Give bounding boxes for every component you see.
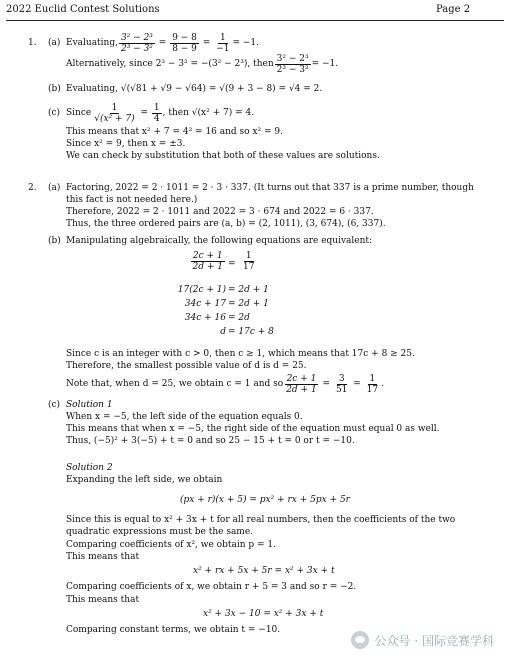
question-1-number: 1. bbox=[28, 38, 37, 48]
q2c-s2-line-3: quadratic expressions must be the same. bbox=[66, 527, 254, 537]
q1c-f-den: √(x² + 7) bbox=[94, 113, 135, 124]
q1c-f-num: 1 bbox=[111, 102, 118, 113]
q2c-s2-line-6: Comparing coefficients of x, we obtain r + 5 = 3 and so r = −2. bbox=[66, 582, 357, 592]
q2a-label: (a) bbox=[48, 183, 61, 193]
q2c-s2-line-1: Expanding the left side, we obtain bbox=[66, 475, 223, 485]
q2a-line-4: Thus, the three ordered pairs are (a, b) = (2, 1011), (3, 674), (6, 337). bbox=[66, 219, 386, 229]
watermark bbox=[351, 631, 494, 649]
q2c-s2-equation-1: (px + r)(x + 5) = px² + rx + 5px + 5r bbox=[180, 495, 350, 505]
q1b-text: Evaluating, √(√81 + √9 − √64) = √(9 + 3 − 8) = √4 = 2. bbox=[66, 84, 323, 94]
q1a-alt-lead: Alternatively, since 2³ − 3² = −(3² − 2³), then bbox=[66, 58, 274, 69]
q2c-s2-equation-3: x² + 3x − 10 = x² + 3x + t bbox=[203, 609, 324, 619]
q2b-l4-fraction-2 bbox=[334, 374, 349, 395]
q2b-eq3-left: 34c + 17 bbox=[184, 299, 226, 309]
q2b-eq1-ld: 2d + 1 bbox=[192, 262, 223, 272]
q1a-f3-den: −1 bbox=[216, 43, 230, 54]
q1a-f3-num: 1 bbox=[219, 32, 226, 43]
q1c-fraction bbox=[92, 103, 136, 124]
q1c-line-4: We can check by substitution that both of these values are solutions. bbox=[66, 151, 380, 161]
q1a-alt-num: 3² − 2³ bbox=[276, 53, 309, 64]
q1a-f1-num: 3² − 2³ bbox=[120, 32, 153, 43]
q2c-s2-equation-2: x² + rx + 5x + 5r = x² + 3x + t bbox=[193, 566, 335, 576]
q2b-l4-f1-den: 2d + 1 bbox=[286, 384, 317, 395]
q2c-s1-line-3: Thus, (−5)² + 3(−5) + t = 0 and so 25 − 15 + t = 0 or t = −10. bbox=[66, 436, 355, 446]
q1a-f2-num: 9 − 8 bbox=[172, 32, 197, 43]
header-rule bbox=[6, 20, 504, 21]
q2c-s2-line-8: Comparing constant terms, we obtain t = −10. bbox=[66, 625, 281, 635]
q1a-alt-fraction bbox=[275, 54, 311, 75]
q2b-eq2-right: = 2d + 1 bbox=[228, 285, 269, 295]
q1a-tail: = −1. bbox=[232, 37, 259, 48]
q1b-label: (b) bbox=[48, 84, 61, 94]
q1a-alt-den: 2³ − 3² bbox=[276, 64, 309, 75]
q2b-eq-1: $\frac{2c + 1}{2d + 1}$ = $\frac{1}{17}$ bbox=[192, 251, 255, 272]
q1c-f2-den: 4 bbox=[153, 113, 160, 124]
q1a-f2-den: 8 − 9 bbox=[172, 43, 197, 54]
q1a-alt-tail: = −1. bbox=[311, 58, 339, 69]
q2b-eq1-right bbox=[241, 251, 256, 272]
q1a-lead: Evaluating, bbox=[66, 37, 118, 48]
q2c-label: (c) bbox=[48, 400, 61, 410]
q2c-s1-line-2: This means that when x = −5, the right side of the equation must equal 0 as well. bbox=[66, 424, 440, 434]
watermark-text: 公众号 · 国际竞赛学科 bbox=[374, 633, 494, 648]
q2b-eq1-left bbox=[191, 251, 225, 272]
header-title: 2022 Euclid Contest Solutions bbox=[6, 4, 160, 15]
q1a-label: (a) bbox=[48, 38, 61, 48]
header-page-number: Page 2 bbox=[436, 4, 471, 15]
q2c-s2-line-7: This means that bbox=[66, 595, 140, 605]
q1c-f2-num: 1 bbox=[153, 102, 160, 113]
q2c-s2-line-5: This means that bbox=[66, 552, 140, 562]
q1c-line-3: Since x² = 9, then x = ±3. bbox=[66, 139, 186, 149]
q2c-s2-line-4: Comparing coefficients of x², we obtain p = 1. bbox=[66, 540, 276, 550]
q2b-eq1-rn: 1 bbox=[245, 251, 252, 261]
q2a-line-3: Therefore, 2022 = 2 · 1011 and 2022 = 3 · 674 and 2022 = 6 · 337. bbox=[66, 207, 374, 217]
q2b-l4-fraction-1 bbox=[284, 374, 318, 395]
q2b-l4-f2-num: 3 bbox=[338, 373, 345, 384]
q2b-eq4-right: = 2d bbox=[228, 313, 250, 323]
q2b-l4-lead: Note that, when d = 25, we obtain c = 1 and so bbox=[66, 378, 284, 389]
q2c-solution-2-title: Solution 2 bbox=[66, 463, 113, 473]
q2b-eq2-left: 17(2c + 1) bbox=[177, 285, 226, 295]
q2b-line-1: Manipulating algebraically, the following equations are equivalent: bbox=[66, 236, 373, 246]
q2c-solution-1-title: Solution 1 bbox=[66, 400, 113, 410]
q2a-line-2: this fact is not needed here.) bbox=[66, 195, 198, 205]
q2b-l4-f3-den: 17 bbox=[366, 384, 379, 395]
q2b-label: (b) bbox=[48, 236, 61, 246]
q2b-eq5-left: d bbox=[220, 327, 226, 337]
q2b-eq3-right: = 2d + 1 bbox=[228, 299, 269, 309]
q2c-s2-line-2: Since this is equal to x² + 3x + t for all real numbers, then the coefficients of the two bbox=[66, 515, 456, 525]
q1a-f1-den: 2³ − 3² bbox=[120, 43, 153, 54]
q1a-alternative bbox=[66, 50, 338, 78]
q1c-line-2: This means that x² + 7 = 4² = 16 and so x² = 9. bbox=[66, 127, 283, 137]
q2b-eq5-right: = 17c + 8 bbox=[228, 327, 274, 337]
q2b-line-2: Since c is an integer with c > 0, then c ≥ 1, which means that 17c + 8 ≥ 25. bbox=[66, 349, 415, 359]
q2a-line-1: Factoring, 2022 = 2 · 1011 = 2 · 3 · 337. (It turns out that 337 is a prime number, though bbox=[66, 183, 474, 193]
q2c-s1-line-1: When x = −5, the left side of the equation equals 0. bbox=[66, 412, 303, 422]
q2b-eq1-rd: 17 bbox=[243, 262, 255, 272]
q2b-eq4-left: 34c + 16 bbox=[184, 313, 226, 323]
q2b-l4-f2-den: 51 bbox=[335, 384, 348, 395]
q1c-then: , then √(x² + 7) = 4. bbox=[162, 107, 255, 118]
q2b-l4-f1-num: 2c + 1 bbox=[286, 373, 317, 384]
q1a-evaluation: Evaluating, $\frac{\text{3² − 2³}}{\text{2³ − 3²}}$ = $\frac{9 - 8}{8 - 9}$ = $\frac{1}{-1}$ = −1. bbox=[66, 32, 259, 54]
q2b-l4-fraction-3 bbox=[365, 374, 380, 395]
q2b-line-4: Note that, when d = 25, we obtain c = 1 and so $\frac{2c + 1}{2d + 1}$ = $\frac{3}{51}$ = $\frac{1}{17}$ . bbox=[66, 373, 384, 395]
q2b-l4-f3-num: 1 bbox=[369, 373, 376, 384]
q1c-fraction-2 bbox=[152, 103, 162, 124]
q2b-eq1-ln: 2c + 1 bbox=[192, 251, 223, 261]
question-2-number: 2. bbox=[28, 183, 37, 193]
q1c-line-1: Since $\frac{1}{\text{√(x² + 7)}}$ = $\frac{1}{4}$ , then √(x² + 7) = 4. bbox=[66, 102, 255, 124]
q2b-line-3: Therefore, the smallest possible value of d is d = 25. bbox=[66, 361, 307, 371]
q1c-label: (c) bbox=[48, 108, 61, 118]
wechat-icon bbox=[351, 631, 369, 649]
q1c-since: Since bbox=[66, 107, 92, 118]
